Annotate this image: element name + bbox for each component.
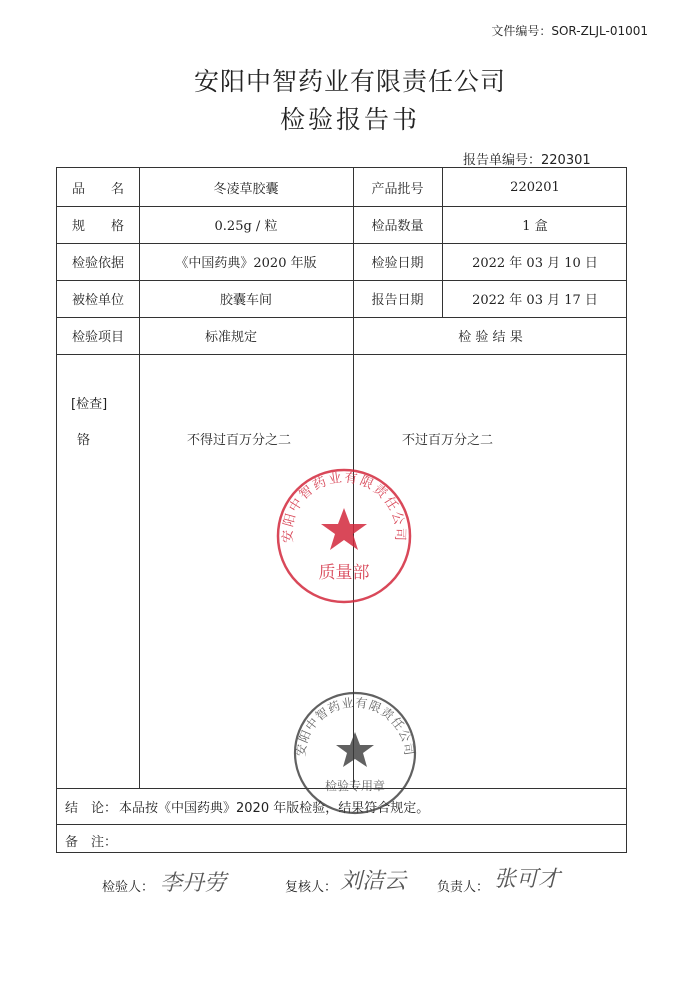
inspector-label: 检验人： <box>102 880 155 895</box>
basis-value: 《中国药典》2020 年版 <box>175 256 317 271</box>
row-divider <box>57 354 626 355</box>
row-divider <box>57 824 626 825</box>
svg-text:安阳中智药业有限责任公司: 安阳中智药业有限责任公司 <box>293 695 417 758</box>
responsible-label: 负责人： <box>437 880 490 895</box>
spec-value: 0.25g / 粒 <box>214 219 278 234</box>
reviewer-signature: 刘洁云 <box>340 869 407 894</box>
section-label: [检查] <box>71 397 108 412</box>
report-number: 报告单编号：220301 <box>463 153 591 168</box>
product-name-value: 冬凌草胶囊 <box>213 181 279 197</box>
result-value: 不过百万分之二 <box>402 433 494 448</box>
spec-label: 规 格 <box>71 219 124 234</box>
quality-department-seal <box>274 466 414 606</box>
standard-header: 标准规定 <box>205 330 258 345</box>
standard-value: 不得过百万分之二 <box>187 433 292 448</box>
company-name: 安阳中智药业有限责任公司 <box>193 67 506 96</box>
inspect-date-value: 2022 年 03 月 10 日 <box>472 256 598 271</box>
svg-text:检验专用章: 检验专用章 <box>324 779 386 793</box>
file-number: 文件编号：SOR-ZLJL-01001 <box>491 24 648 38</box>
batch-label: 产品批号 <box>371 181 424 197</box>
document-title: 检验报告书 <box>279 105 420 134</box>
conclusion-label: 结 论： <box>65 801 118 816</box>
svg-text:安阳中智药业有限责任公司: 安阳中智药业有限责任公司 <box>280 470 408 544</box>
test-item: 铬 <box>77 433 91 448</box>
conclusion-text: 本品按《中国药典》2020 年版检验，结果符合规定。 <box>119 801 430 816</box>
report-date-value: 2022 年 03 月 17 日 <box>472 293 598 308</box>
responsible-signature: 张可才 <box>494 867 561 892</box>
batch-value: 220201 <box>510 179 560 195</box>
result-header: 检 验 结 果 <box>458 330 523 345</box>
basis-label: 检验依据 <box>71 256 124 271</box>
product-name-label: 品 名 <box>71 181 124 197</box>
quantity-label: 检品数量 <box>371 219 424 234</box>
item-header: 检验项目 <box>71 330 124 345</box>
quantity-value: 1 盒 <box>522 219 548 234</box>
unit-value: 胶囊车间 <box>219 293 272 308</box>
company-inspection-seal <box>292 690 418 816</box>
report-date-label: 报告日期 <box>371 293 424 308</box>
unit-label: 被检单位 <box>71 293 124 308</box>
inspector-signature: 李丹劳 <box>160 871 227 896</box>
reviewer-label: 复核人： <box>285 880 338 895</box>
remarks-label: 备 注： <box>65 835 118 850</box>
inspect-date-label: 检验日期 <box>371 256 424 271</box>
svg-text:质量部: 质量部 <box>318 563 370 583</box>
